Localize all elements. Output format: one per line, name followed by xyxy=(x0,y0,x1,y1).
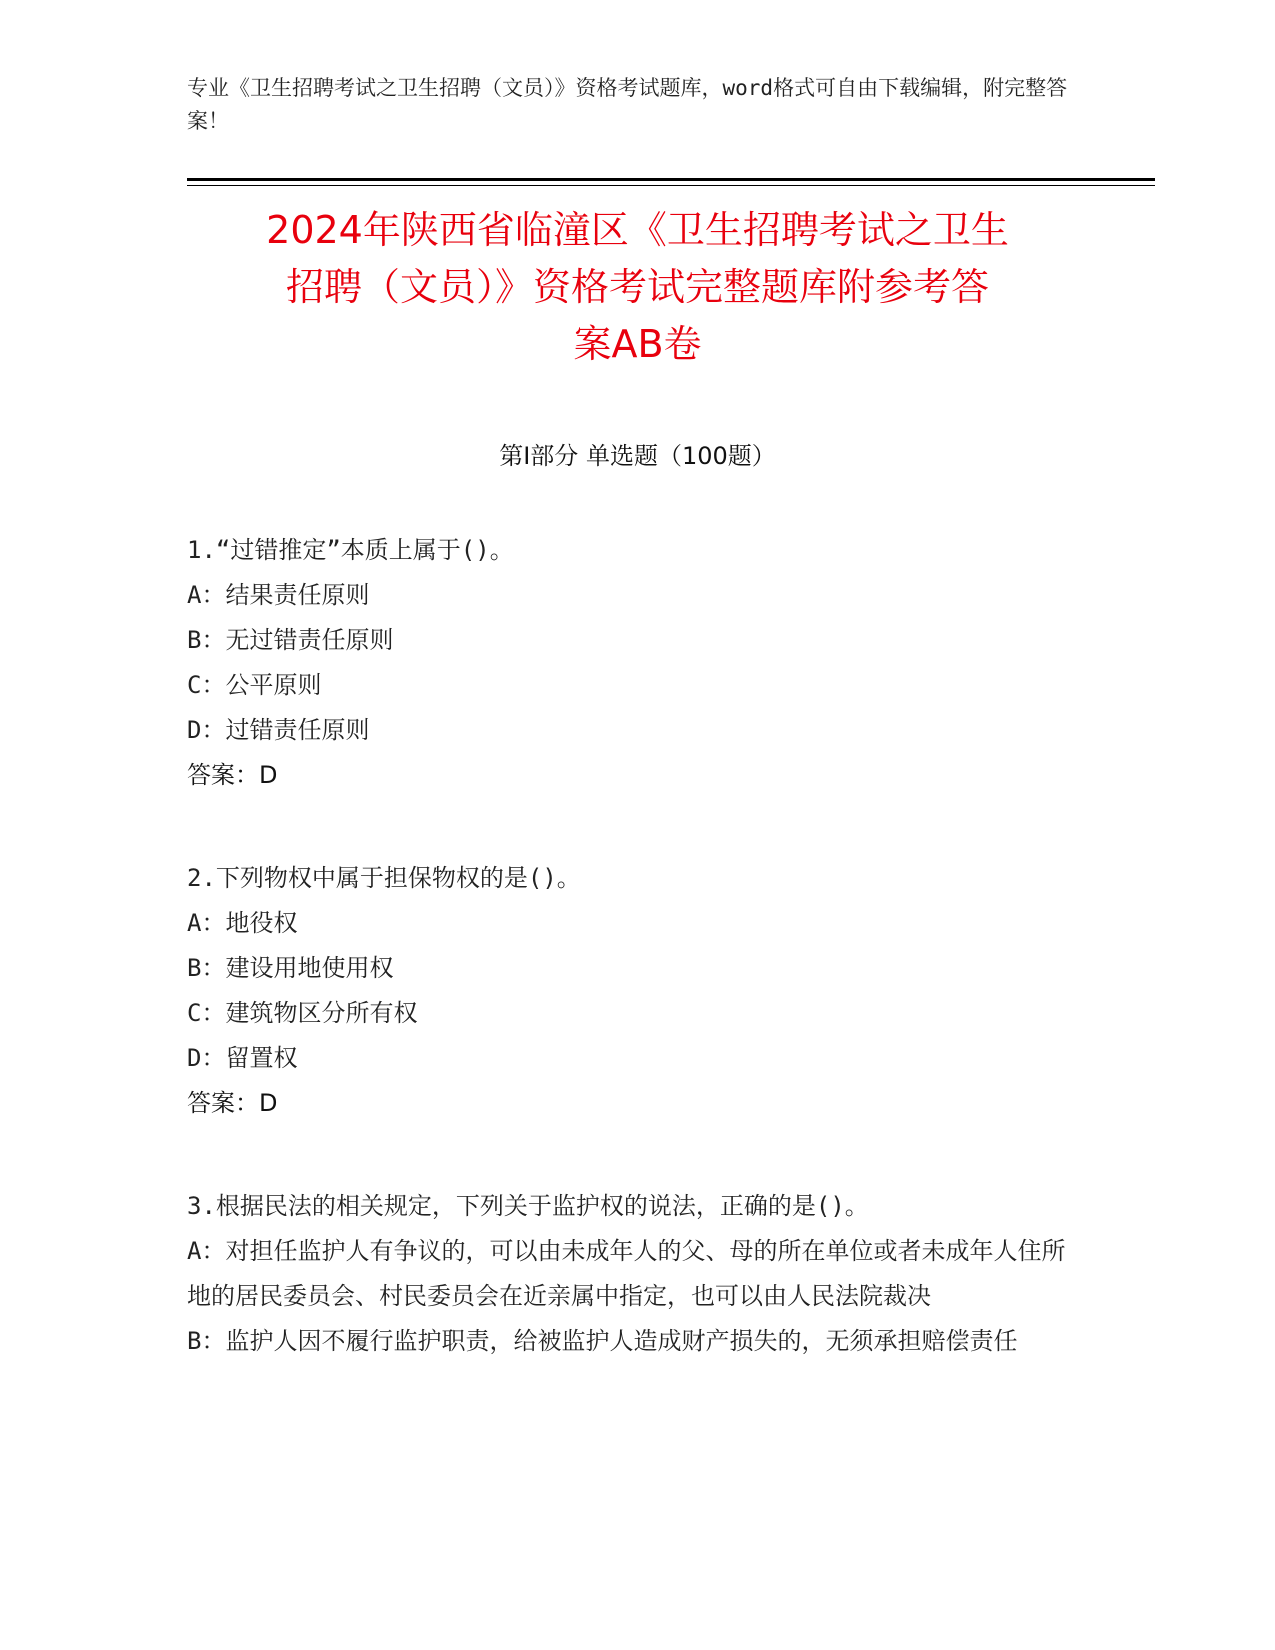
option-b xyxy=(187,946,1072,991)
option-text: 留置权 xyxy=(225,1044,298,1072)
option-key: D： xyxy=(187,1044,226,1072)
option-key: B： xyxy=(187,954,226,982)
answer: 答案：D xyxy=(187,761,278,789)
option-a xyxy=(187,573,1072,618)
option-key: A： xyxy=(187,909,226,937)
question-list xyxy=(187,528,1072,1422)
option-text: 监护人因不履行监护职责，给被监护人造成财产损失的，无须承担赔偿责任 xyxy=(225,1327,1018,1355)
option-text: 建设用地使用权 xyxy=(225,954,394,982)
option-key: C： xyxy=(187,999,226,1027)
section-heading: 第I部分 单选题（100题） xyxy=(499,442,776,470)
answer: 答案：D xyxy=(187,1089,278,1117)
question-3 xyxy=(187,1184,1072,1364)
header-note: 专业《卫生招聘考试之卫生招聘（文员）》资格考试题库，word格式可自由下载编辑，附完整答案！ xyxy=(187,76,1068,133)
option-c xyxy=(187,663,1072,708)
option-d xyxy=(187,708,1072,753)
title-line-2: 招聘（文员）》资格考试完整题库附参考答 xyxy=(285,265,989,309)
option-d xyxy=(187,1036,1072,1081)
option-key: C： xyxy=(187,671,226,699)
title-line-1: 2024年陕西省临潼区《卫生招聘考试之卫生 xyxy=(266,208,1009,252)
option-b xyxy=(187,618,1072,663)
option-text: 公平原则 xyxy=(225,671,322,699)
option-key: A： xyxy=(187,1237,226,1265)
option-text: 对担任监护人有争议的，可以由未成年人的父、母的所在单位或者未成年人住所地的居民委员会、村民委员会在近亲属中指定，也可以由人民法院裁决 xyxy=(187,1237,1066,1310)
option-c xyxy=(187,991,1072,1036)
question-stem: 1.“过错推定”本质上属于()。 xyxy=(187,536,514,564)
option-text: 结果责任原则 xyxy=(225,581,370,609)
option-text: 过错责任原则 xyxy=(225,716,370,744)
option-key: D： xyxy=(187,716,226,744)
option-text: 无过错责任原则 xyxy=(225,626,394,654)
option-a xyxy=(187,901,1072,946)
document-title xyxy=(150,202,1125,373)
option-key: B： xyxy=(187,1327,226,1355)
title-line-3: 案AB卷 xyxy=(573,322,702,366)
option-a xyxy=(187,1229,1072,1319)
option-key: A： xyxy=(187,581,226,609)
option-text: 建筑物区分所有权 xyxy=(225,999,418,1027)
option-text: 地役权 xyxy=(225,909,298,937)
option-key: B： xyxy=(187,626,226,654)
header-divider-thick xyxy=(187,178,1155,181)
question-2 xyxy=(187,856,1072,1126)
option-b xyxy=(187,1319,1072,1364)
question-1 xyxy=(187,528,1072,798)
question-stem: 2.下列物权中属于担保物权的是()。 xyxy=(187,864,581,892)
question-stem: 3.根据民法的相关规定，下列关于监护权的说法，正确的是()。 xyxy=(187,1192,869,1220)
header-divider-thin xyxy=(187,185,1155,186)
